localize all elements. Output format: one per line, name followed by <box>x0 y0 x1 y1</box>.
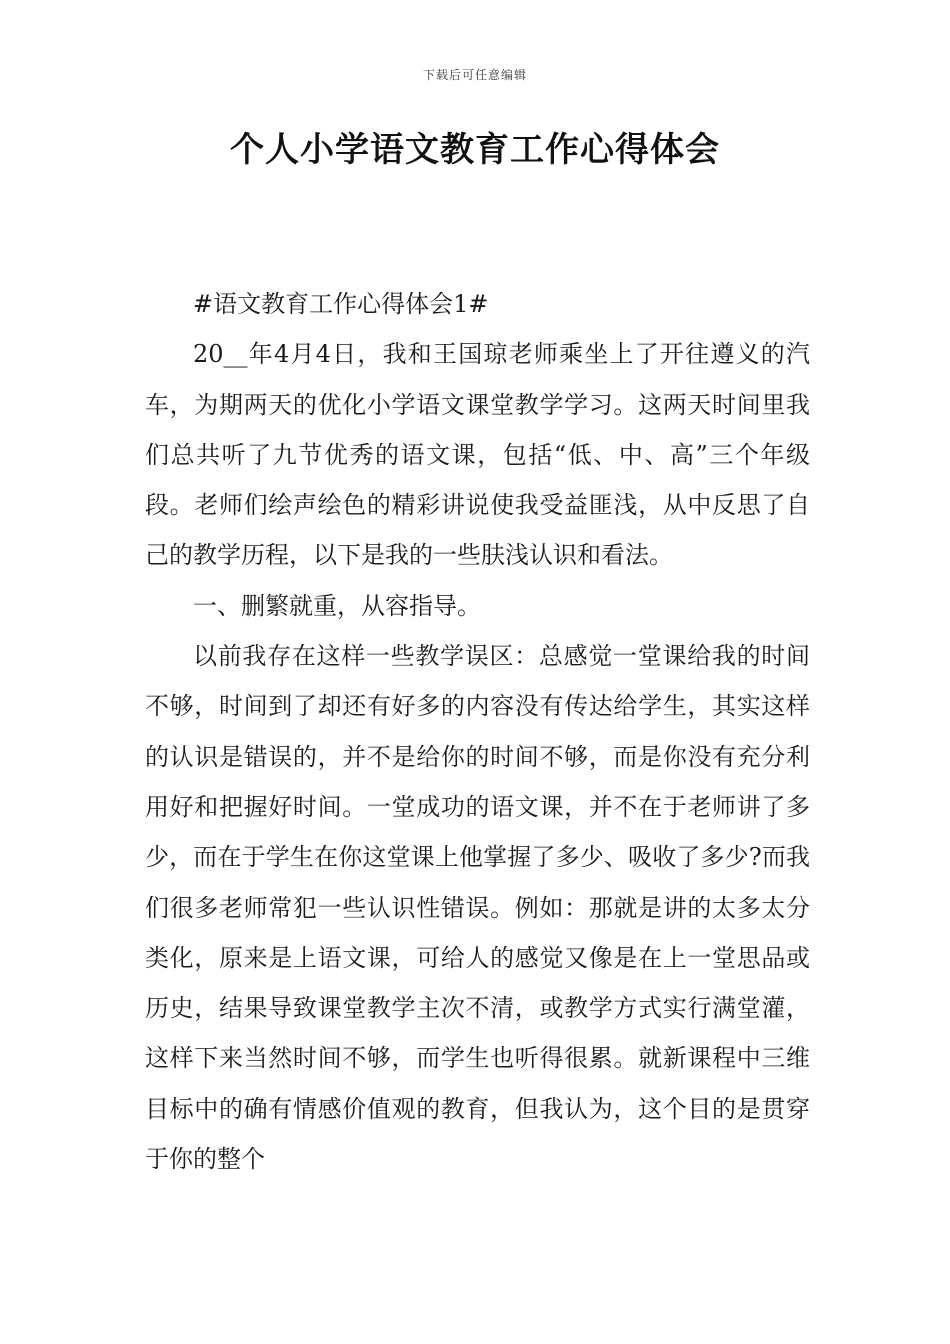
section-heading-1: #语文教育工作心得体会1# <box>193 290 489 318</box>
document-title: 个人小学语文教育工作心得体会 <box>230 130 720 170</box>
paragraph-body: 以前我存在这样一些教学误区：总感觉一堂课给我的时间不够，时间到了却还有好多的内容没有传达给学生，其实这样的认识是错误的，并不是给你的时间不够，而是你没有充分利用好和把握好时间。一堂成功的语文课，并不在于老师讲了多少，而在于学生在你这堂课上他掌握了多少、吸收了多少?而我们很多老师常犯一些认识性错误。例如：那就是讲的太多太分类化，原来是上语文课，可给人的感觉又像是在上一堂思品或历史，结果导致课堂教学主次不清，或教学方式实行满堂灌，这样下来当然时间不够，而学生也听得很累。就新课程中三维目标中的确有情感价值观的教育，但我认为，这个目的是贯穿于你的整个 <box>145 642 810 1174</box>
header-note: 下载后可任意编辑 <box>422 68 527 82</box>
document-body <box>145 279 810 1184</box>
section-heading-2: 一、删繁就重，从容指导。 <box>193 591 481 620</box>
paragraph-intro: 20__年4月4日，我和王国琼老师乘坐上了开往遵义的汽车，为期两天的优化小学语文课堂教学学习。这两天时间里我们总共听了九节优秀的语文课，包括“低、中、高”三个年级段。老师们绘声绘色的精彩讲说使我受益匪浅，从中反思了自己的教学历程，以下是我的一些肤浅认识和看法。 <box>145 340 810 570</box>
